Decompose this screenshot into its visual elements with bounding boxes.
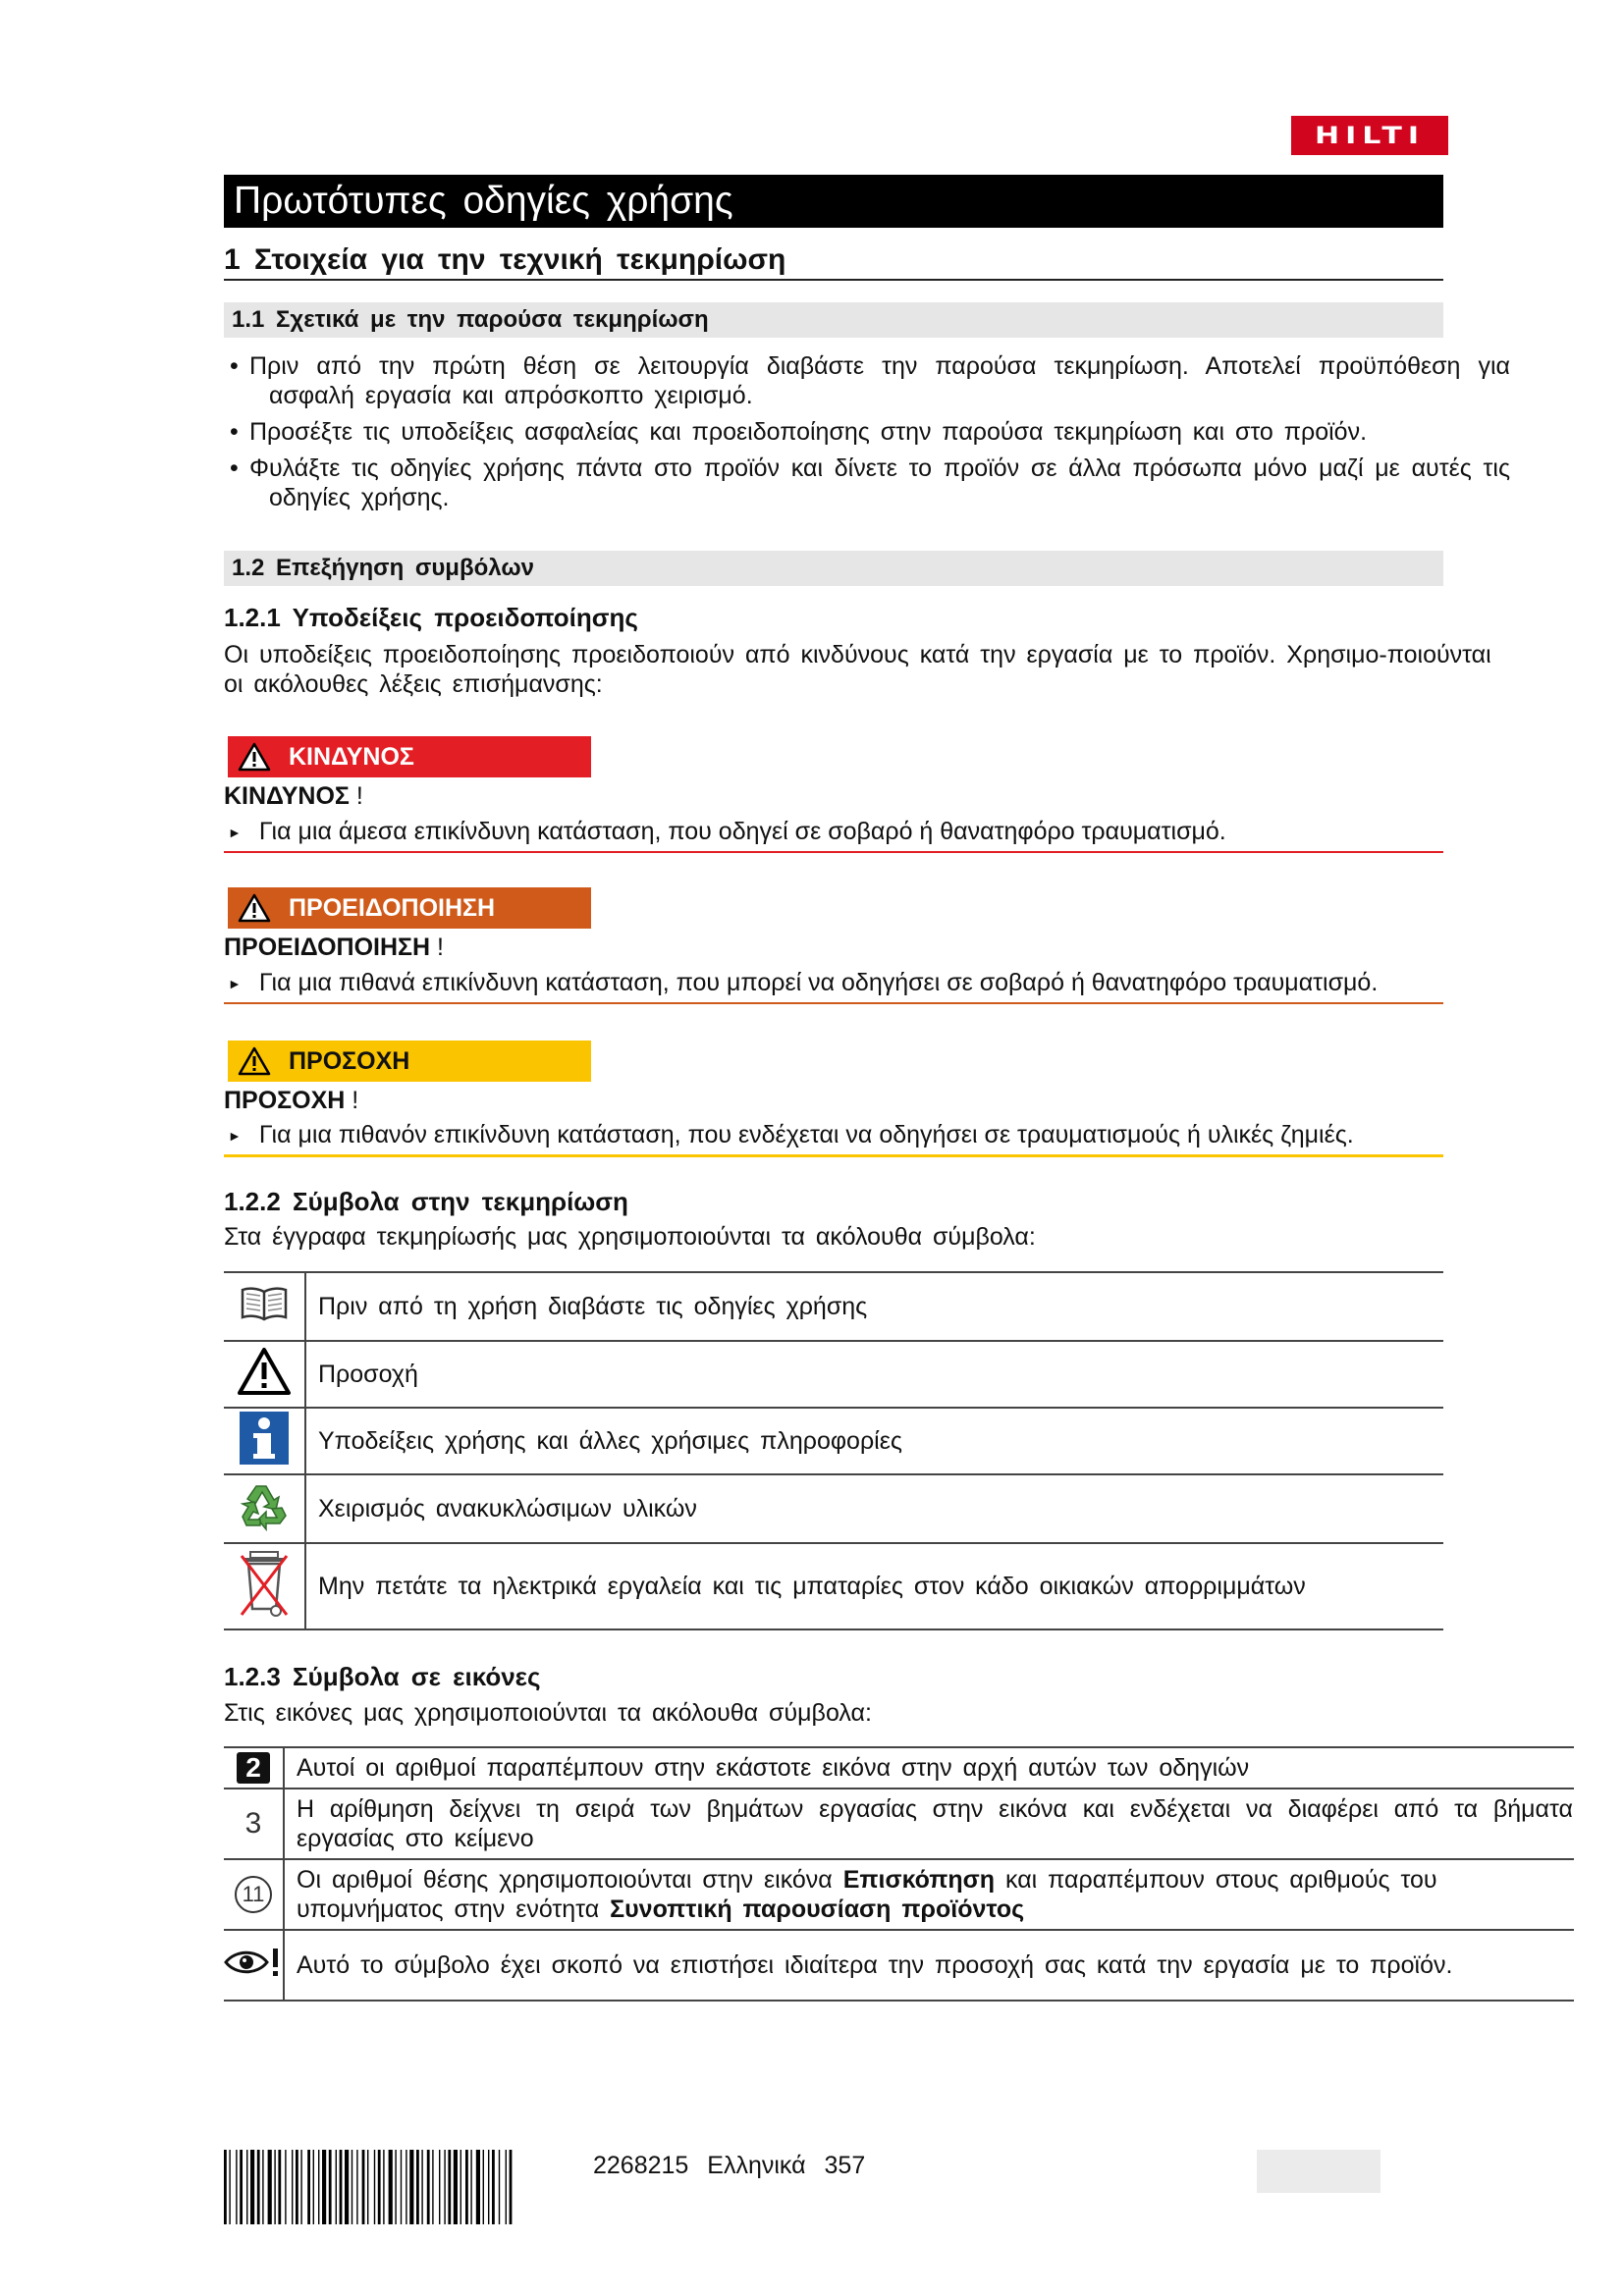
symbol-description	[284, 1789, 1574, 1859]
section-1-2-3-heading: 1.2.3 Σύμβολα σε εικόνες	[224, 1662, 541, 1691]
symbol-description: Υποδείξεις χρήσης και άλλες χρήσιμες πληροφορίες	[305, 1408, 1443, 1474]
step-number: 3	[244, 1807, 262, 1840]
symbol-description: Μην πετάτε τα ηλεκτρικά εργαλεία και τις μπαταρίες στον κάδο οικιακών απορριμμάτων	[305, 1543, 1443, 1629]
caution-description-text: Για μια πιθανόν επικίνδυνη κατάσταση, που ενδέχεται να οδηγήσει σε τραυματισμούς ή υλικές ζημιές.	[258, 1121, 1354, 1148]
danger-word-suffix: !	[349, 782, 363, 810]
list-item: • Πριν από την πρώτη θέση σε λειτουργία διαβάστε την παρούσα τεκμηρίωση. Αποτελεί προϋπόθεση για ασφαλή εργασία και απρόσκοπτο χειρισμό.	[224, 351, 1510, 410]
danger-description	[224, 815, 1443, 853]
symbol-description-text: Αυτό το σύμβολο έχει σκοπό να επιστήσει ιδιαίτερα την προσοχή σας κατά την εργασία με το προϊόν.	[297, 1951, 1453, 1979]
footer-gray-box	[1257, 2150, 1380, 2193]
bullet-arrow-icon: ►	[228, 1128, 242, 1145]
warning-description-text: Για μια πιθανά επικίνδυνη κατάσταση, που μπορεί να οδηγήσει σε σοβαρό ή θανατηφόρο τραυματισμό.	[258, 969, 1379, 996]
section-1-2-3-intro: Στις εικόνες μας χρησιμοποιούνται τα ακόλουθα σύμβολα:	[224, 1699, 872, 1727]
barcode-image	[224, 2150, 564, 2224]
section-1-heading: 1 Στοιχεία για την τεχνική τεκμηρίωση	[224, 240, 1443, 281]
symbol-description-text: Η αρίθμηση δείχνει τη σειρά των βημάτων εργασίας στην εικόνα και ενδέχεται να διαφέρει από τα βήματα εργασίας στο κείμενο	[297, 1795, 1573, 1852]
section-1-2-1-heading: 1.2.1 Υποδείξεις προειδοποίησης	[224, 603, 638, 632]
table-row	[224, 1859, 1574, 1930]
symbol-description-text: Οι αριθμοί θέσης χρησιμοποιούνται στην εικόνα	[297, 1866, 843, 1894]
table-row	[224, 1272, 1443, 1341]
table-row	[224, 1747, 1574, 1789]
bullet-arrow-icon: ►	[228, 825, 242, 841]
list-item: • Προσέξτε τις υποδείξεις ασφαλείας και προειδοποίησης στην παρούσα τεκμηρίωση και στο προϊόν.	[224, 417, 1510, 447]
symbol-cell	[224, 1543, 305, 1629]
bullet-arrow-icon: ►	[228, 976, 242, 992]
warning-triangle-icon	[238, 893, 271, 923]
caution-word-suffix: !	[345, 1087, 359, 1114]
caution-label	[228, 1041, 591, 1082]
symbol-description: Πριν από τη χρήση διαβάστε τις οδηγίες χρήσης	[305, 1272, 1443, 1341]
table-row	[224, 1341, 1443, 1408]
warning-label	[228, 887, 591, 929]
symbol-cell	[224, 1408, 305, 1474]
book-icon	[240, 1284, 289, 1323]
section-1-1-bullet-list	[224, 351, 1510, 519]
caution-word	[224, 1087, 358, 1115]
documentation-symbols-table	[224, 1271, 1443, 1630]
danger-label	[228, 736, 591, 777]
caution-word-text: ΠΡΟΣΟΧΗ	[224, 1087, 346, 1114]
symbol-cell	[224, 1272, 305, 1341]
info-icon	[239, 1411, 290, 1466]
danger-word	[224, 782, 363, 811]
warning-word-suffix: !	[430, 934, 445, 961]
figure-number-badge: 2	[237, 1752, 270, 1784]
warning-word-text: ΠΡΟΕΙΔΟΠΟΙΗΣΗ	[224, 934, 431, 961]
caution-description	[224, 1118, 1443, 1157]
table-row	[224, 1408, 1443, 1474]
symbol-description-text: και παραπέμπουν στους αριθμούς του υπομνήματος στην ενότητα	[297, 1866, 1437, 1923]
hilti-logo	[1291, 116, 1448, 155]
symbol-description: Αυτοί οι αριθμοί παραπέμπουν στην εκάστοτε εικόνα στην αρχή αυτών των οδηγιών	[284, 1747, 1574, 1789]
section-1-2-2-heading: 1.2.2 Σύμβολα στην τεκμηρίωση	[224, 1187, 628, 1216]
warning-triangle-icon	[238, 1046, 271, 1076]
page-title: Πρωτότυπες οδηγίες χρήσης	[224, 175, 1443, 228]
symbol-description	[284, 1859, 1574, 1930]
warning-label-text: ΠΡΟΕΙΔΟΠΟΙΗΣΗ	[289, 893, 496, 922]
figure-symbols-table	[224, 1746, 1574, 2002]
symbol-description: Προσοχή	[305, 1341, 1443, 1408]
danger-word-text: ΚΙΝΔΥΝΟΣ	[224, 782, 350, 810]
warning-triangle-icon	[238, 742, 271, 772]
footer-page-number: 357	[824, 2152, 866, 2179]
attention-eye-icon	[224, 1946, 283, 1979]
section-1-2-heading: 1.2 Επεξήγηση συμβόλων	[224, 551, 1443, 586]
table-row	[224, 1543, 1443, 1629]
symbol-description: Χειρισμός ανακυκλώσιμων υλικών	[305, 1474, 1443, 1543]
symbol-cell	[224, 1474, 305, 1543]
warning-word	[224, 934, 444, 962]
caution-triangle-icon	[237, 1347, 292, 1396]
product-overview-ref: Συνοπτική παρουσίαση προϊόντος	[610, 1896, 1025, 1923]
overview-ref: Επισκόπηση	[842, 1866, 996, 1894]
position-number-circle: 11	[235, 1876, 272, 1913]
logo-text: HILTI	[1314, 122, 1426, 149]
symbol-cell	[224, 1341, 305, 1408]
danger-label-text: ΚΙΝΔΥΝΟΣ	[289, 742, 414, 771]
symbol-cell	[224, 1930, 284, 2001]
warning-description	[224, 966, 1443, 1004]
crossed-bin-icon	[239, 1546, 290, 1621]
symbol-cell	[224, 1747, 284, 1789]
section-1-2-2-intro: Στα έγγραφα τεκμηρίωσής μας χρησιμοποιούνται τα ακόλουθα σύμβολα:	[224, 1223, 1036, 1251]
footer-page-info	[593, 2152, 865, 2180]
table-row	[224, 1930, 1574, 2001]
table-row	[224, 1789, 1574, 1859]
footer-language: Ελληνικά	[707, 2152, 806, 2179]
symbol-cell	[224, 1789, 284, 1859]
list-item: • Φυλάξτε τις οδηγίες χρήσης πάντα στο προϊόν και δίνετε το προϊόν σε άλλα πρόσωπα μόνο μαζί με αυτές τις οδηγίες χρήσης.	[224, 454, 1510, 512]
caution-label-text: ΠΡΟΣΟΧΗ	[289, 1046, 410, 1075]
table-row	[224, 1474, 1443, 1543]
symbol-cell	[224, 1859, 284, 1930]
section-1-2-1-intro: Οι υποδείξεις προειδοποίησης προειδοποιούν από κινδύνους κατά την εργασία με το προϊόν. Χρησιμο-ποιούνται οι ακόλουθες λέξεις επισήμανσης:	[224, 641, 1491, 698]
danger-description-text: Για μια άμεσα επικίνδυνη κατάσταση, που οδηγεί σε σοβαρό ή θανατηφόρο τραυματισμό.	[258, 818, 1226, 845]
footer-document-code: 2268215	[593, 2152, 689, 2179]
symbol-description	[284, 1930, 1574, 2001]
section-1-1-heading: 1.1 Σχετικά με την παρούσα τεκμηρίωση	[224, 302, 1443, 338]
recycle-icon	[237, 1480, 292, 1531]
